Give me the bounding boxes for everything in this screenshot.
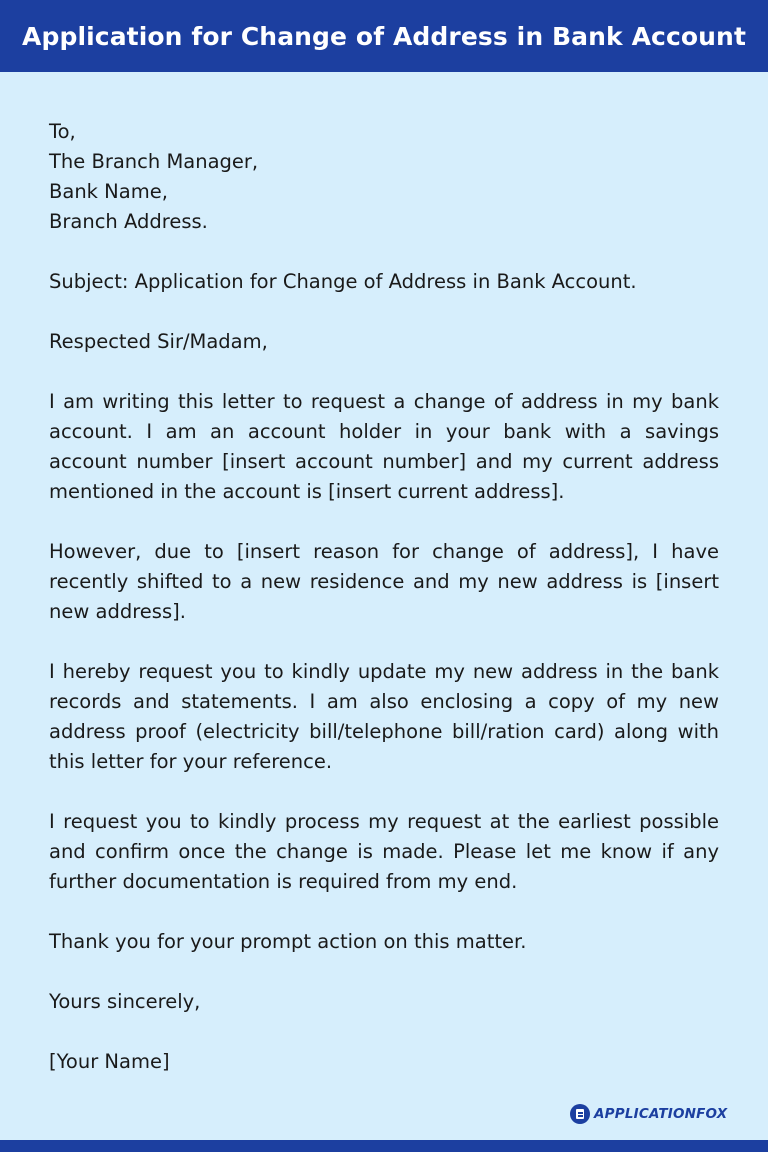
body-paragraph: I request you to kindly process my request at the earliest possible and confirm once the change is made. Please let me know if any further documentation is required from my end. xyxy=(49,810,719,893)
brand-logo xyxy=(570,1103,727,1125)
header-bar xyxy=(0,0,768,72)
body-paragraph: However, due to [insert reason for change of address], I have recently shifted to a new residence and my new address is [insert new address]. xyxy=(49,540,719,623)
thanks-line: Thank you for your prompt action on this matter. xyxy=(49,930,527,953)
signature-line: [Your Name] xyxy=(49,1050,170,1073)
letter-body xyxy=(49,117,719,1077)
recipient-line: Bank Name, xyxy=(49,180,168,203)
logo-text: APPLICATIONFOX xyxy=(594,1106,728,1122)
subject-line: Subject: Application for Change of Address in Bank Account. xyxy=(49,270,637,293)
recipient-line: Branch Address. xyxy=(49,210,208,233)
recipient-block xyxy=(49,117,719,237)
page-title: Application for Change of Address in Bank Account xyxy=(22,21,746,51)
salutation: Respected Sir/Madam, xyxy=(49,330,268,353)
body-paragraph: I hereby request you to kindly update my new address in the bank records and statements. I am also enclosing a copy of my new address proof (electricity bill/telephone bill/ration card) along with this letter for your reference. xyxy=(49,660,719,773)
recipient-line: To, xyxy=(49,120,76,143)
body-paragraph: I am writing this letter to request a change of address in my bank account. I am an account holder in your bank with a savings account number [insert account number] and my current address mentioned in the account is [insert current address]. xyxy=(49,390,719,503)
recipient-line: The Branch Manager, xyxy=(49,150,259,173)
closing-line: Yours sincerely, xyxy=(49,990,201,1013)
footer-bar xyxy=(0,1140,768,1152)
document-icon xyxy=(570,1104,590,1124)
